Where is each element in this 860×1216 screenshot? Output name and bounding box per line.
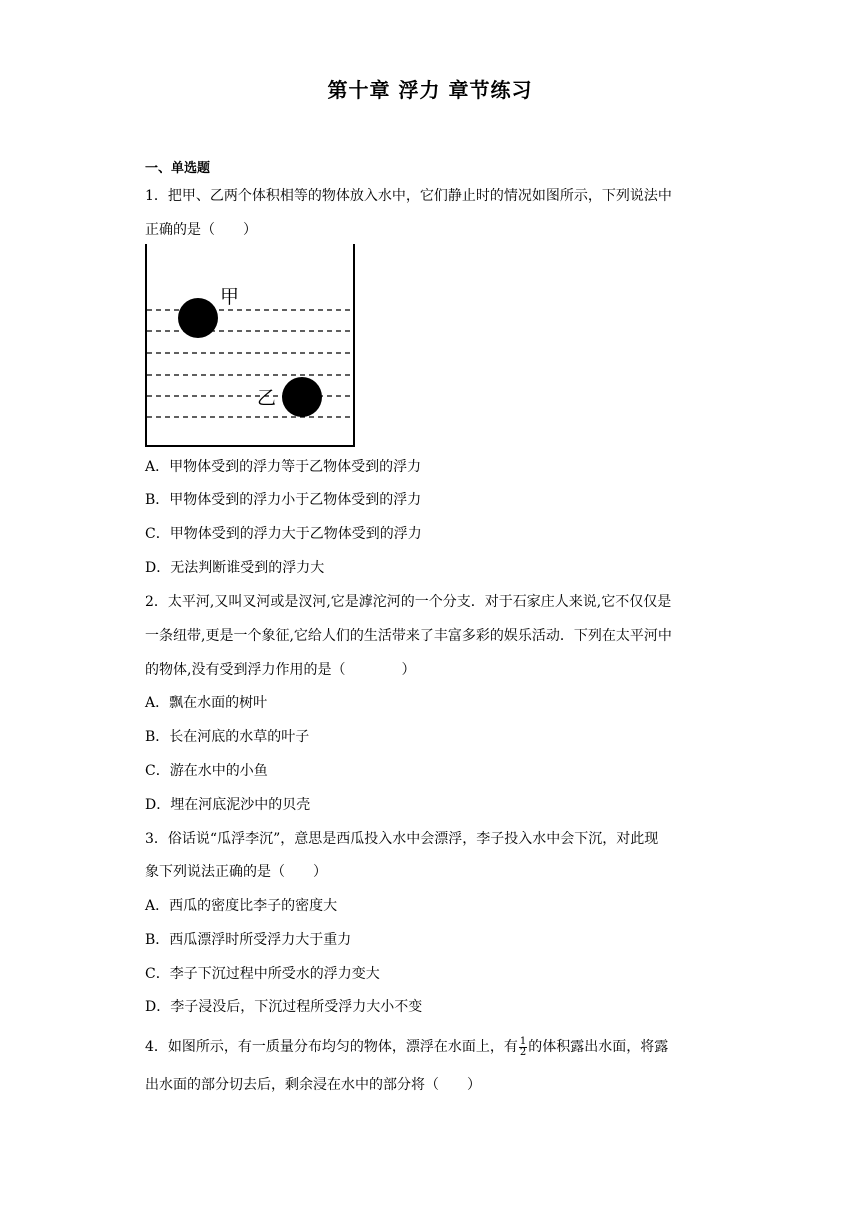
question-3-stem-line2: 象下列说法正确的是（ ） [145, 864, 327, 880]
question-1-stem-line1: 1．把甲、乙两个体积相等的物体放入水中，它们静止时的情况如图所示，下列说法中 [145, 188, 672, 204]
question-2-option-c: C．游在水中的小鱼 [145, 763, 268, 779]
question-3-option-d: D．李子浸没后，下沉过程所受浮力大小不变 [145, 999, 423, 1015]
question-3-option-a: A．西瓜的密度比李子的密度大 [145, 898, 338, 914]
question-4-stem-text-b: 的体积露出水面，将露 [528, 1039, 669, 1055]
object-b-ball [282, 377, 322, 417]
buoyancy-figure [140, 240, 362, 452]
fraction-one-half [519, 1037, 527, 1058]
question-1-option-c: C．甲物体受到的浮力大于乙物体受到的浮力 [145, 526, 422, 542]
question-2-stem-line2: 一条纽带,更是一个象征,它给人们的生活带来了丰富多彩的娱乐活动．下列在太平河中 [145, 628, 672, 644]
question-4-stem-text-a: 4．如图所示，有一质量分布均匀的物体，漂浮在水面上，有 [145, 1039, 518, 1055]
question-4-stem-line2: 出水面的部分切去后，剩余浸在水中的部分将（ ） [145, 1077, 481, 1093]
question-1-stem-line2: 正确的是（ ） [145, 222, 257, 238]
question-1-option-d: D．无法判断谁受到的浮力大 [145, 560, 325, 576]
question-1-option-a: A．甲物体受到的浮力等于乙物体受到的浮力 [145, 459, 422, 475]
question-3-option-b: B．西瓜漂浮时所受浮力大于重力 [145, 932, 352, 948]
section-heading: 一、单选题 [145, 161, 211, 176]
fraction-numerator: 1 [519, 1035, 527, 1047]
object-a-ball [178, 298, 218, 338]
question-4-stem-line1 [145, 1036, 668, 1058]
question-2-option-b: B．长在河底的水草的叶子 [145, 729, 310, 745]
question-3-option-c: C．李子下沉过程中所受水的浮力变大 [145, 966, 380, 982]
question-2-option-d: D．埋在河底泥沙中的贝壳 [145, 797, 311, 813]
question-2-stem-line1: 2．太平河,又叫叉河或是汊河,它是滹沱河的一个分支．对于石家庄人来说,它不仅仅是 [145, 594, 672, 610]
object-a-label: 甲 [220, 286, 240, 308]
question-3-stem-line1: 3．俗话说“瓜浮李沉”，意思是西瓜投入水中会漂浮，李子投入水中会下沉，对此现 [145, 831, 659, 847]
object-b-label: 乙 [257, 387, 277, 409]
page-title: 第十章 浮力 章节练习 [327, 78, 533, 102]
question-1-option-b: B．甲物体受到的浮力小于乙物体受到的浮力 [145, 492, 422, 508]
fraction-denominator: 2 [519, 1046, 527, 1058]
question-2-option-a: A．飘在水面的树叶 [145, 695, 268, 711]
question-2-stem-line3: 的物体,没有受到浮力作用的是（ ） [145, 662, 416, 678]
